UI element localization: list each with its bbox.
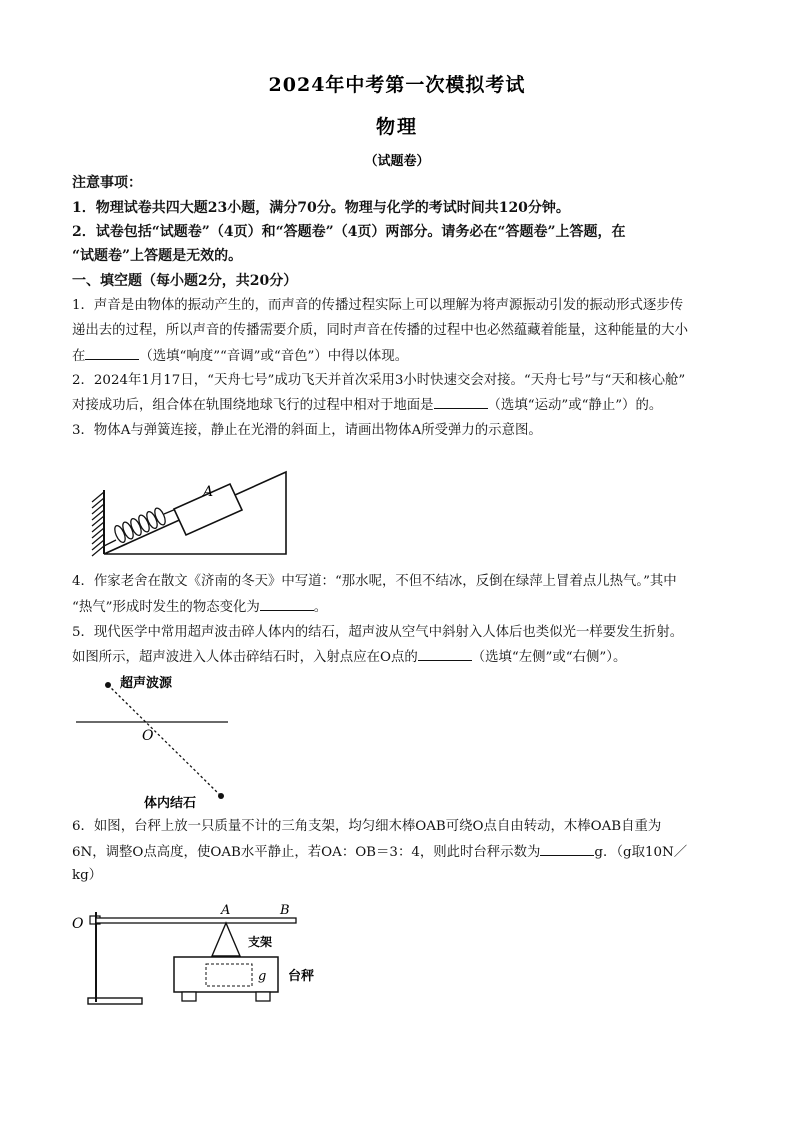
q1-answer-blank xyxy=(85,347,139,360)
bracket-triangle xyxy=(212,923,240,956)
notes-heading: 注意事项： xyxy=(72,175,142,191)
q5-line-2-post: （选填“左侧”或“右侧”）。 xyxy=(471,650,627,665)
ultrasound-path xyxy=(108,685,221,796)
q1-line-3-pre: 在 xyxy=(72,349,86,364)
q5-line-2-pre: 如图所示，超声波进入人体击碎结石时，入射点应在O点的 xyxy=(72,650,418,665)
q4-line-2-pre: “热气”形成时发生的物态变化为 xyxy=(72,600,260,615)
subject-title: 物理 xyxy=(375,116,418,138)
block-a-label: A xyxy=(203,484,214,500)
notes-item-2-line-1: 2．试卷包括“试题卷”（4页）和“答题卷”（4页）两部分。请务必在“答题卷”上答题，在 xyxy=(72,224,626,240)
q5-ultrasound-figure xyxy=(70,670,240,810)
q2-answer-blank xyxy=(434,396,488,409)
q4-line-1: 4．作家老舍在散文《济南的冬天》中写道：“那水呢，不但不结冰，反倒在绿萍上冒着点儿热气。”其中 xyxy=(72,574,677,589)
q2-line-1: 2．2024年1月17日，“天舟七号”成功飞天并首次采用3小时快速交会对接。“天舟七号”与“天和核心舱” xyxy=(72,373,686,388)
q4-line-2-post: 。 xyxy=(313,600,328,615)
q6-line-2-pre: 6N，调整O点高度，使OAB水平静止，若OA：OB＝3：4，则此时台秤示数为 xyxy=(72,845,541,860)
paper-type: （试题卷） xyxy=(364,154,430,169)
q2-line-2-pre: 对接成功后，组合体在轨围绕地球飞行的过程中相对于地面是 xyxy=(72,398,434,413)
exam-title: 2024年中考第一次模拟考试 xyxy=(268,74,526,96)
q5-line-1: 5．现代医学中常用超声波击碎人体内的结石，超声波从空气中斜射入人体后也类似光一样要发生折射。 xyxy=(72,625,684,640)
q3-line-1: 3．物体A与弹簧连接，静止在光滑的斜面上，请画出物体A所受弹力的示意图。 xyxy=(72,423,542,438)
scale-foot-right xyxy=(256,992,270,1001)
q6-answer-blank xyxy=(540,843,594,856)
q6-line-2-post: g．（g取10N／ xyxy=(594,845,688,860)
q6-line-3: kg） xyxy=(72,868,103,883)
q6-line-2 xyxy=(72,843,732,862)
q2-line-2 xyxy=(72,396,732,415)
notes-item-1: 1．物理试卷共四大题23小题，满分70分。物理与化学的考试时间共120分钟。 xyxy=(72,200,570,216)
q4-line-2 xyxy=(72,598,732,617)
q5-answer-blank xyxy=(418,648,472,661)
q2-line-2-post: （选填“运动”或“静止”）的。 xyxy=(487,398,663,413)
q1-line-2: 递出去的过程，所以声音的传播需要介质，同时声音在传播的过程中也必然蕴藏着能量，这种能量的大小 xyxy=(72,323,688,338)
point-o-label: O xyxy=(142,728,154,744)
q3-incline-spring-figure xyxy=(70,462,300,562)
scale-foot-left xyxy=(182,992,196,1001)
q4-answer-blank xyxy=(260,598,314,611)
rod-oab xyxy=(96,918,296,923)
wall-hatch xyxy=(92,492,104,556)
q6-lever-scale-figure xyxy=(70,898,330,1013)
q5-line-2 xyxy=(72,648,732,667)
stone-dot xyxy=(218,793,224,799)
q1-line-1: 1．声音是由物体的振动产生的，而声音的传播过程实际上可以理解为将声源振动引发的振动形式逐步传 xyxy=(72,298,684,313)
point-a-label: A xyxy=(221,903,231,918)
scale-unit-label: g xyxy=(258,969,267,984)
q1-line-3 xyxy=(72,347,732,366)
stone-label: 体内结石 xyxy=(144,796,197,811)
q1-line-3-post: （选填“响度”“音调”或“音色”）中得以体现。 xyxy=(139,349,409,364)
bracket-label: 支架 xyxy=(248,935,273,949)
point-o-label: O xyxy=(72,916,84,932)
notes-item-2-line-2: “试题卷”上答题是无效的。 xyxy=(72,248,243,264)
q6-line-1: 6．如图，台秤上放一只质量不计的三角支架，均匀细木棒OAB可绕O点自由转动，木棒OAB自重为 xyxy=(72,819,662,834)
scale-label: 台秤 xyxy=(288,969,315,984)
point-b-label: B xyxy=(280,903,290,918)
source-label: 超声波源 xyxy=(120,676,173,691)
section-1-heading: 一、填空题（每小题2分，共20分） xyxy=(72,273,298,289)
